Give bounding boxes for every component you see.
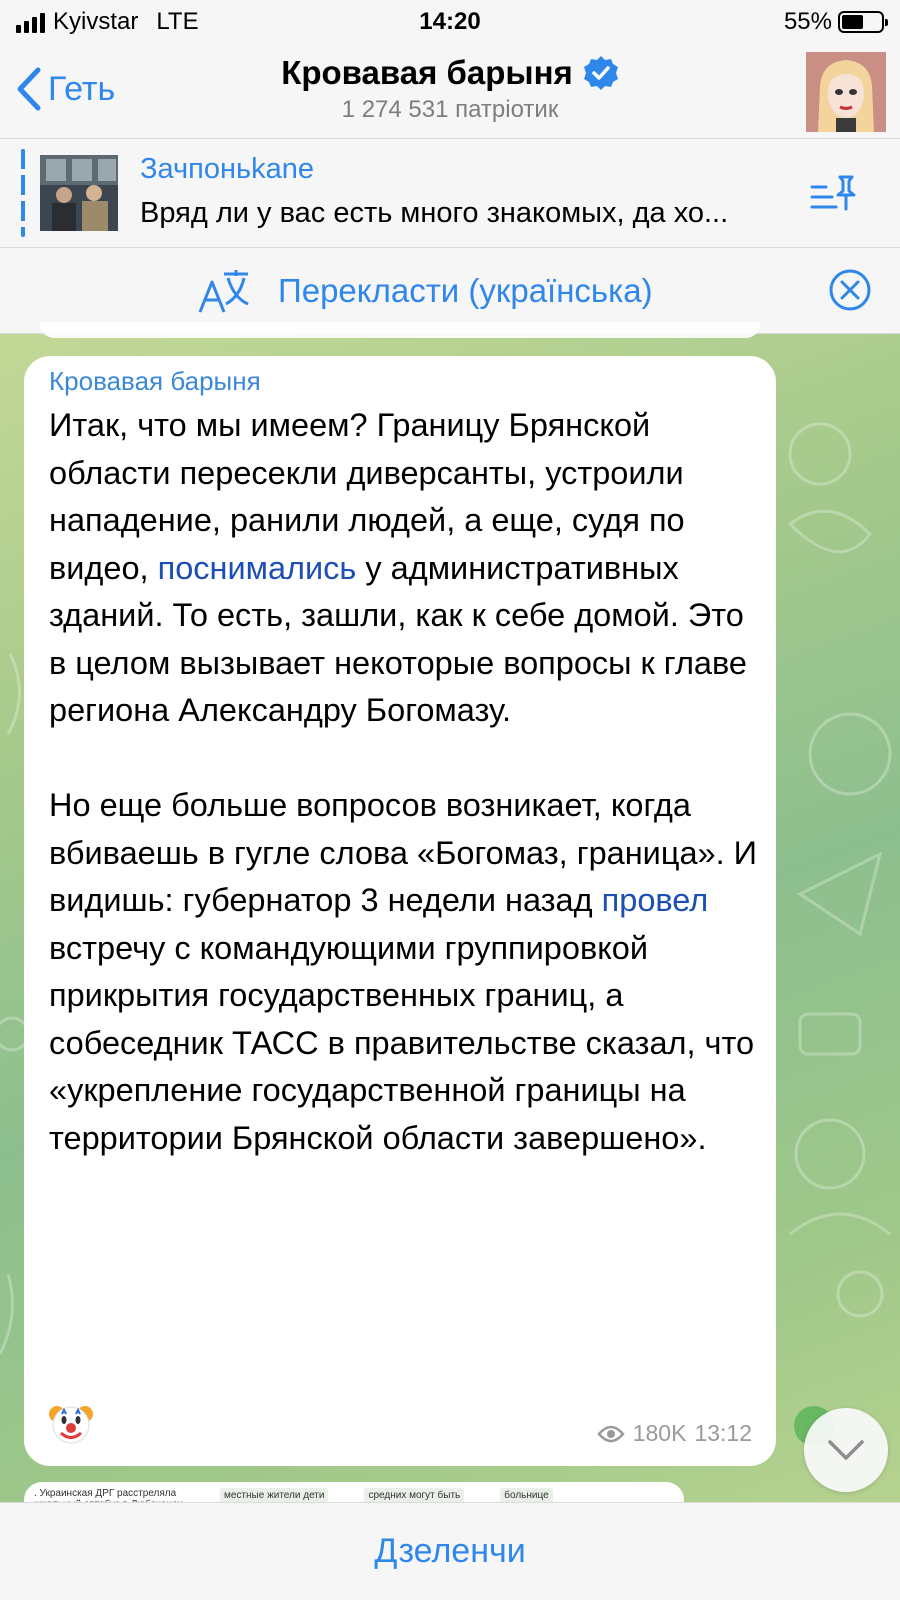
- pinned-title: Зачпоньkane: [140, 153, 314, 185]
- link-posnimalis[interactable]: поснимались: [157, 549, 357, 586]
- status-bar: [0, 0, 900, 46]
- close-icon[interactable]: [828, 268, 872, 312]
- mute-button[interactable]: Дзеленчи: [374, 1532, 526, 1570]
- clown-reaction-icon[interactable]: [48, 1400, 94, 1446]
- bottom-bar: [0, 1502, 900, 1600]
- message-text-p1b: у административных зданий. То есть, зашли, как к себе домой. Это в целом вызывает некоторые вопросы к главе региона Александру Богомазу.: [49, 549, 756, 728]
- chat-area: [0, 334, 900, 1502]
- pinned-message[interactable]: [0, 138, 900, 248]
- preview-caption-2: местные жители дети: [220, 1488, 328, 1516]
- pinned-text: Вряд ли у вас есть много знакомых, да хо...: [140, 197, 729, 229]
- verified-badge-icon: [583, 55, 619, 91]
- chevron-down-icon: [826, 1438, 866, 1462]
- message-time: 13:12: [694, 1420, 752, 1446]
- back-label: Геть: [48, 69, 116, 108]
- status-time: 14:20: [419, 8, 481, 35]
- preview-caption-3: средних могут быть: [364, 1488, 464, 1516]
- subscriber-count: 1 274 531 патріотик: [341, 96, 559, 123]
- message-text-p2b: встречу с командующими группировкой прикрытия государственных границ, а собеседник ТАСС в правительстве сказал, что «укрепление государственной границы на территории Брянской области завершено».: [49, 882, 764, 1156]
- message-sender[interactable]: Кровавая барыня: [49, 366, 261, 396]
- message-text-p1a: Итак, что мы имеем? Границу Брянской области пересекли диверсанты, устроили нападение, ранили людей, а еще, судя по видео,: [49, 407, 694, 586]
- previous-message-edge: [40, 322, 760, 338]
- message-bubble[interactable]: [24, 356, 776, 1466]
- pin-list-icon[interactable]: [810, 175, 856, 215]
- message-text-p2a: Но еще больше вопросов возникает, когда вбиваешь в гугле слова «Богомаз, граница». И видишь: губернатор 3 недели назад: [49, 787, 767, 918]
- avatar-illustration: [806, 52, 886, 132]
- scroll-down-button[interactable]: [804, 1408, 888, 1492]
- translate-button[interactable]: Перекласти (українська): [278, 272, 653, 309]
- carrier-name: Kyivstar: [53, 8, 139, 35]
- channel-avatar[interactable]: [806, 52, 886, 132]
- channel-title[interactable]: [0, 54, 900, 124]
- pinned-indicator: [21, 149, 25, 237]
- preview-caption-1: . Украинская ДРГ расстреляла: [34, 1488, 177, 1499]
- network-type: LTE: [156, 8, 199, 35]
- battery-icon: [838, 11, 884, 33]
- channel-name: Кровавая барыня: [281, 54, 573, 91]
- battery-percent: 55%: [783, 8, 832, 35]
- view-count: 180K: [632, 1420, 687, 1446]
- chat-header: [0, 46, 900, 138]
- link-provel[interactable]: провел: [601, 882, 709, 918]
- status-right: [784, 8, 884, 36]
- pinned-thumbnail: [40, 155, 118, 231]
- message-text: [49, 402, 769, 1162]
- preview-caption-4: больнице: [500, 1488, 552, 1516]
- message-meta: [597, 1420, 752, 1447]
- translate-icon[interactable]: [196, 268, 252, 316]
- eye-icon: [597, 1424, 625, 1444]
